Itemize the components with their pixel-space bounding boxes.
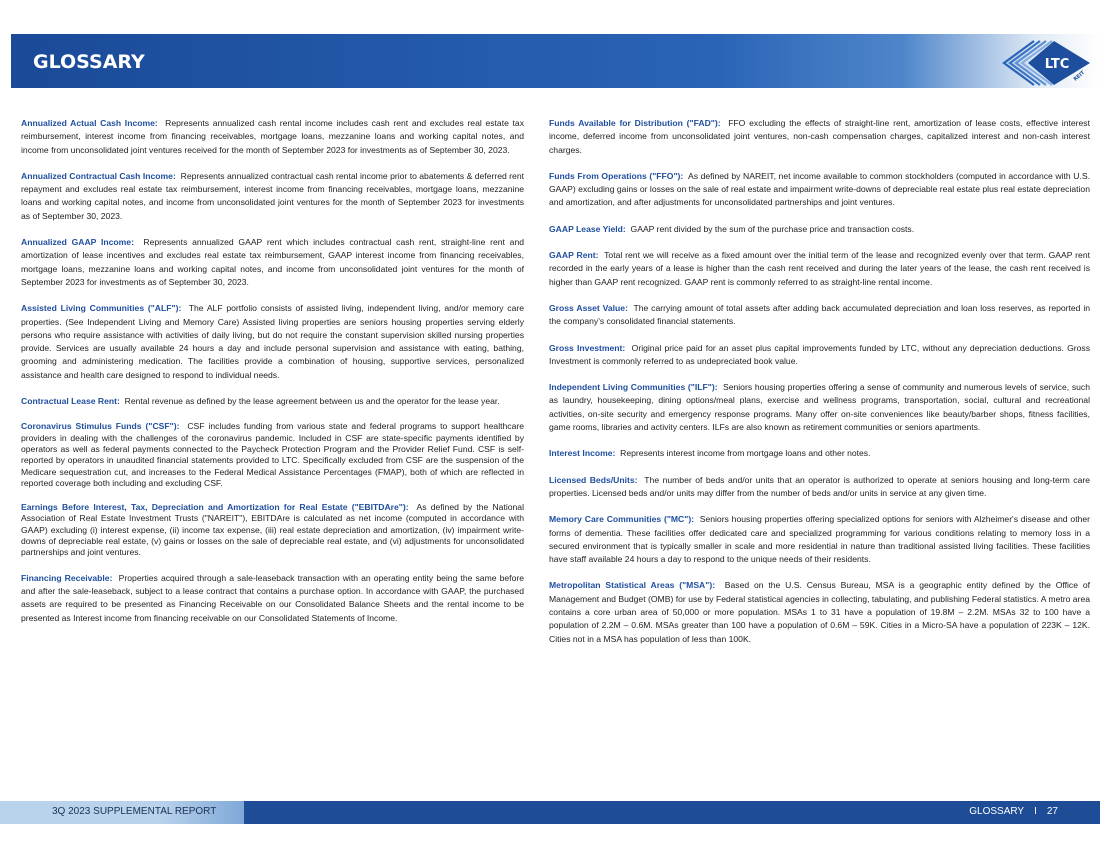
- glossary-entry: [549, 579, 1090, 645]
- glossary-definition: Properties acquired through a sale-leaseback transaction with an operating entity being the same before and after the sale-leaseback, subject to a lease contract that contains a purchase option. In accordance with GAAP, the purchased assets are required to be presented as Financing Receivable on our Consolidated Balance Sheets and the rental income to be presented as Interest income from financing receivable on our Consolidated Statements of Income.: [21, 572, 524, 623]
- footer-separator: I: [1034, 806, 1037, 817]
- logo-subtext: REIT: [1072, 69, 1087, 83]
- glossary-term: Financing Receivable:: [21, 572, 113, 583]
- glossary-definition: As defined by NAREIT, net income available to common stockholders (computed in accordance with U.S. GAAP) excluding gains or losses on the sale of real estate and impairment write-downs of depreciable real estate plus real estate depreciation and amortization, and after adjustments for unconsolidated partnerships and joint ventures.: [549, 170, 1090, 208]
- glossary-term: Contractual Lease Rent:: [21, 396, 120, 407]
- footer-section: GLOSSARY: [969, 806, 1025, 817]
- glossary-term: Annualized GAAP Income:: [21, 237, 134, 248]
- glossary-term: Annualized Contractual Cash Income:: [21, 170, 176, 181]
- glossary-term: Gross Investment:: [549, 342, 626, 353]
- glossary-term: Metropolitan Statistical Areas ("MSA"):: [549, 580, 716, 591]
- glossary-definition: The number of beds and/or units that an operator is authorized to operate at seniors housing and long-term care properties. Licensed beds and/or units may differ from the number of beds and/or units in service at any given time.: [549, 474, 1091, 498]
- glossary-definition: Total rent we will receive as a fixed amount over the initial term of the lease and recognized evenly over that term. GAAP rent recorded in the early years of a lease is higher than the cash rent received and during the later years of the lease, the cash rent received is higher than GAAP rent recognized. GAAP rent is commonly referred to as straight-line rental income.: [549, 250, 1090, 287]
- header-banner: [11, 34, 1100, 88]
- glossary-entry: [21, 421, 524, 489]
- glossary-entry: [549, 447, 1090, 460]
- glossary-definition: The ALF portfolio consists of assisted living, independent living, and/or memory care properties. (See Independent Living and Memory Care) Assisted living properties are seniors housing properties serving elderly persons who require assistance with activities of daily living, but do not require the constant supervision skilled nursing properties provide. Services are usually available 24 hours a day and include personal supervision and assistance with eating, bathing, grooming and administering medication. The facilities provide a combination of housing, supportive services, personalized assistance and health care designed to respond to individual needs.: [21, 303, 524, 380]
- glossary-term: Funds Available for Distribution ("FAD"):: [549, 118, 721, 128]
- logo-text: LTC: [1044, 57, 1070, 72]
- glossary-definition: Seniors housing properties offering a sense of community and numerous levels of service, such as laundry, housekeeping, dining options/meal plans, exercise and wellness programs, transportation, social, cultural and recreational activities, on-site security and emergency response programs. Many offer on-site conveniences like beauty/barber shops, fitness facilities, game rooms, libraries and activity centers. ILFs are also known as retirement communities or seniors apartments.: [549, 382, 1090, 433]
- footer-report-title: 3Q 2023 SUPPLEMENTAL REPORT: [52, 806, 217, 817]
- glossary-entry: [549, 302, 1090, 329]
- glossary-term: Funds From Operations ("FFO"):: [549, 170, 684, 181]
- glossary-entry: [21, 170, 524, 223]
- glossary-term: Earnings Before Interest, Tax, Depreciation and Amortization for Real Estate ("EBITDAre"):: [21, 502, 409, 513]
- glossary-entry: [21, 117, 524, 157]
- page-number: 27: [1046, 806, 1058, 817]
- glossary-definition: Represents interest income from mortgage loans and other notes.: [620, 448, 871, 459]
- glossary-term: Annualized Actual Cash Income:: [21, 118, 158, 128]
- glossary-entry: [21, 236, 524, 289]
- glossary-definition: FFO excluding the effects of straight-line rent, amortization of lease costs, effective interest income, deferred income from unconsolidated joint ventures, non-cash compensation charges, capitalized interest and non-cash interest charges.: [549, 118, 1090, 155]
- glossary-entry: [549, 474, 1090, 501]
- glossary-definition: Based on the U.S. Census Bureau, MSA is a geographic entity defined by the Office of Management and Budget (OMB) for use by Federal statistical agencies in collecting, tabulating, and publishing Federal statistics. A metro area contains a core urban area of 50,000 or more population. MSAs 1 to 31 have a population of 19.8M – 2.2M. MSAs 32 to 100 have a population of 2.2M – 0.6M. MSAs greater than 100 have a population of 0.6M – 59K. Cities in a Micro-SA have a population of 223K – 12K. Cities not in a MSA has population of less than 100K.: [549, 580, 1091, 644]
- glossary-term: Assisted Living Communities ("ALF"):: [21, 303, 182, 314]
- glossary-definition: CSF includes funding from various state and federal programs to support healthcare providers in dealing with the challenges of the coronavirus pandemic. Included in CSF are state-specific payments identified by operators as well as federal payments connected to the Paycheck Protection Program and the Provider Relief Fund. CSF is self-reported by operators in unaudited financial statements provided to LTC. Specifically excluded from CSF are the suspension of the Medicare sequestration cut, and increases to the Federal Medical Assistance Percentages (FMAP), both of which are reflected in reported coverage both including and excluding CSF.: [21, 421, 524, 488]
- glossary-term: Independent Living Communities ("ILF"):: [549, 382, 718, 393]
- glossary-entry: [549, 381, 1090, 434]
- glossary-left-column: [21, 117, 524, 638]
- glossary-entry: [21, 302, 524, 382]
- glossary-term: Coronavirus Stimulus Funds ("CSF"):: [21, 421, 180, 432]
- footer-page-info: [969, 806, 1058, 817]
- glossary-term: Interest Income:: [549, 448, 616, 459]
- glossary-entry: [549, 342, 1090, 369]
- glossary-definition: Represents annualized cash rental income includes cash rent and excludes real estate tax reimbursement, interest income from financing receivables, mortgage loans, mezzanine loans and working capital notes, and income from unconsolidated joint ventures received for the month of September 2023 for investments as of September 30, 2023.: [21, 118, 524, 155]
- glossary-definition: Original price paid for an asset plus capital improvements funded by LTC, without any depreciation deductions. Gross Investment is commonly referred to as undepreciated book value.: [549, 342, 1091, 366]
- glossary-term: GAAP Rent:: [549, 250, 599, 261]
- glossary-entry: [549, 223, 1090, 236]
- glossary-entry: [549, 117, 1090, 157]
- glossary-term: Memory Care Communities ("MC"):: [549, 514, 695, 525]
- glossary-right-column: [549, 117, 1090, 659]
- glossary-definition: Seniors housing properties offering specialized options for seniors with Alzheimer's disease and other forms of dementia. These facilities offer dedicated care and specialized programming for various conditions relating to memory loss in a secured environment that is typically smaller in scale and more residential in nature than traditional assisted living facilities. These facilities have staff available 24 hours a day to respond to the unique needs of their residents.: [549, 514, 1090, 565]
- glossary-entry: [21, 502, 524, 558]
- glossary-definition: GAAP rent divided by the sum of the purchase price and transaction costs.: [630, 223, 915, 234]
- glossary-definition: The carrying amount of total assets after adding back accumulated depreciation and loan loss reserves, as reported in the company's consolidated financial statements.: [549, 302, 1091, 327]
- glossary-definition: Rental revenue as defined by the lease agreement between us and the operator for the lease year.: [124, 396, 500, 407]
- glossary-entry: [549, 513, 1090, 566]
- glossary-entry: [21, 395, 524, 408]
- glossary-term: Gross Asset Value:: [549, 302, 628, 313]
- glossary-term: GAAP Lease Yield:: [549, 223, 626, 234]
- glossary-definition: Represents annualized GAAP rent which includes contractual cash rent, straight-line rent and amortization of lease incentives and excludes real estate tax reimbursement, GAAP interest income from financing receivables, mortgage loans, mezzanine loans and working capital notes, and income from unconsolidated joint ventures for the month of September 2023 for investments as of September 30, 2023.: [21, 237, 525, 287]
- glossary-entry: [21, 572, 524, 625]
- glossary-entry: [549, 249, 1090, 289]
- ltc-reit-logo: [994, 37, 1094, 89]
- glossary-definition: As defined by the National Association of Real Estate Investment Trusts ("NAREIT"), EBITDAre is calculated as net income (computed in accordance with GAAP) excluding (i) interest expense, (ii) income tax expense, (iii) real estate depreciation and amortization, (iv) impairment write-downs of depreciable real estate, (v) gains or losses on the sale of depreciable real estate, and (vi) adjustments for unconsolidated partnerships and joint ventures.: [21, 502, 524, 558]
- glossary-entry: [549, 170, 1090, 210]
- glossary-term: Licensed Beds/Units:: [549, 474, 638, 485]
- glossary-definition: Represents annualized contractual cash rental income prior to abatements & deferred rent repayment and excludes real estate tax reimbursement, interest income from financing receivables, mortgage loans, mezzanine loans and working capital notes, and income from unconsolidated joint ventures for the month of September 2023 for investments as of September 30, 2023.: [21, 170, 524, 221]
- page-title: GLOSSARY: [33, 51, 145, 73]
